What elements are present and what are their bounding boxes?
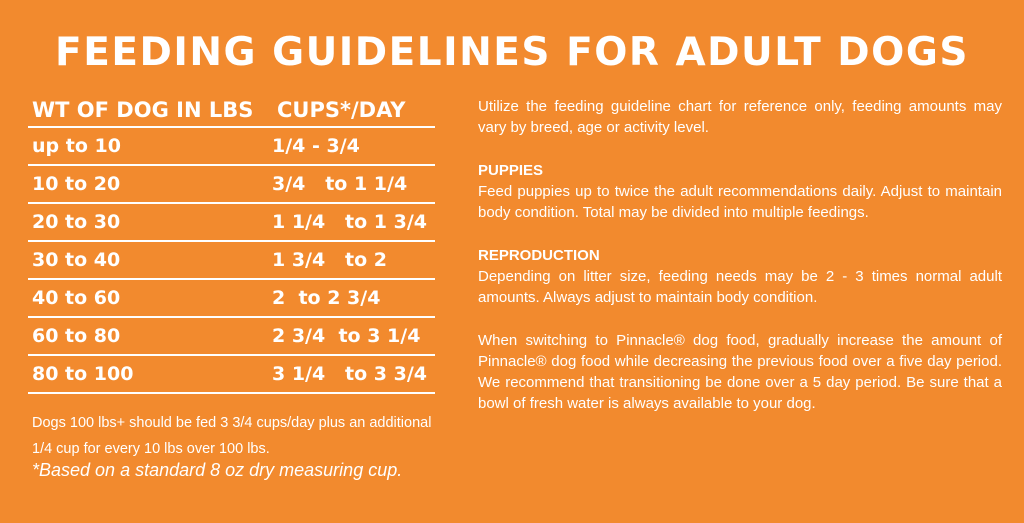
cups-cell: 1/4 - 3/4	[272, 135, 360, 157]
table-row	[28, 280, 435, 318]
weight-cell: 30 to 40	[32, 249, 121, 271]
reproduction-heading: REPRODUCTION	[478, 247, 600, 264]
weight-cell: up to 10	[32, 135, 121, 157]
table-row	[28, 128, 435, 166]
weight-cell: 10 to 20	[32, 173, 121, 195]
weight-cell: 40 to 60	[32, 287, 121, 309]
large-dog-note: Dogs 100 lbs+ should be fed 3 3/4 cups/day plus an additional 1/4 cup for every 10 lbs over 100 lbs.	[32, 415, 432, 457]
puppies-heading: PUPPIES	[478, 162, 544, 179]
cups-cell: 2 3/4 to 3 1/4	[272, 325, 421, 347]
intro-paragraph: Utilize the feeding guideline chart for reference only, feeding amounts may vary by breed, age or activity level.	[478, 98, 1002, 136]
table-row	[28, 242, 435, 280]
header-weight: WT OF DOG IN LBS	[32, 98, 254, 122]
puppies-section	[478, 160, 1002, 223]
cups-cell: 1 1/4 to 1 3/4	[272, 211, 428, 233]
reproduction-text: Depending on litter size, feeding needs may be 2 - 3 times normal adult amounts. Always adjust to maintain body condition.	[478, 268, 1002, 306]
table-row	[28, 204, 435, 242]
table-row	[28, 356, 435, 394]
switching-paragraph: When switching to Pinnacle® dog food, gradually increase the amount of Pinnacle® dog food while decreasing the previous food over a five day period. We recommend that transitioning be done over a 5 day period. Be sure that a bowl of fresh water is always available to your dog.	[478, 332, 1002, 412]
cups-cell: 3/4 to 1 1/4	[272, 173, 408, 195]
feeding-table	[28, 94, 435, 394]
page-title: FEEDING GUIDELINES FOR ADULT DOGS	[55, 30, 969, 75]
table-row	[28, 166, 435, 204]
weight-cell: 20 to 30	[32, 211, 121, 233]
cups-cell: 3 1/4 to 3 3/4	[272, 363, 428, 385]
table-row	[28, 318, 435, 356]
table-header	[28, 94, 435, 128]
cups-cell: 2 to 2 3/4	[272, 287, 381, 309]
weight-cell: 80 to 100	[32, 363, 134, 385]
puppies-text: Feed puppies up to twice the adult recommendations daily. Adjust to maintain body condition. Total may be divided into multiple feedings.	[478, 183, 1002, 221]
cups-cell: 1 3/4 to 2	[272, 249, 388, 271]
guidelines-text	[478, 96, 1002, 436]
header-cups: CUPS*/DAY	[277, 98, 406, 122]
reproduction-section	[478, 245, 1002, 308]
measuring-cup-footnote: *Based on a standard 8 oz dry measuring cup.	[32, 460, 403, 480]
weight-cell: 60 to 80	[32, 325, 121, 347]
